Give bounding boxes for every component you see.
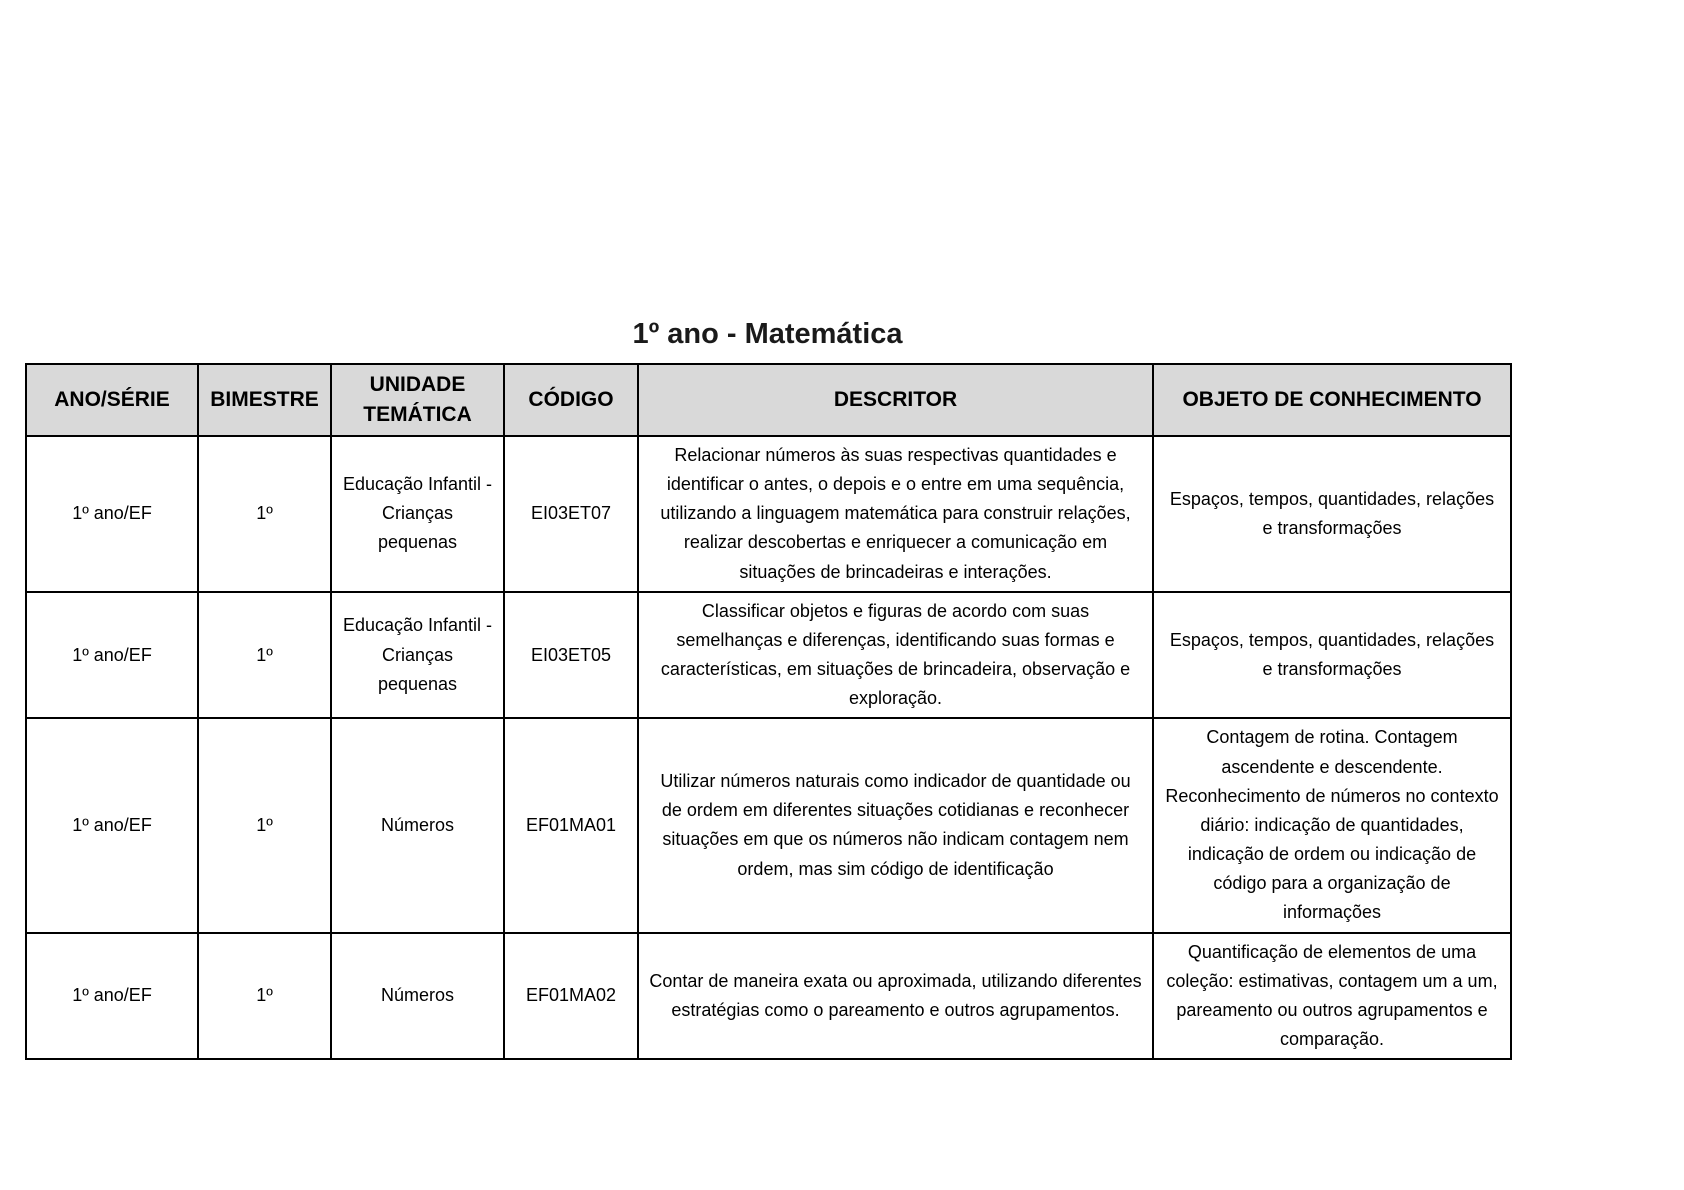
column-header-unidade-tematica: UNIDADE TEMÁTICA	[331, 364, 504, 436]
cell-codigo: EI03ET05	[504, 592, 638, 719]
cell-objeto-conhecimento: Contagem de rotina. Contagem ascendente e descendente. Reconhecimento de números no contexto diário: indicação de quantidades, indicação de ordem ou indicação de código para a organização de informações	[1153, 718, 1511, 932]
column-header-ano-serie: ANO/SÉRIE	[26, 364, 198, 436]
cell-ano-serie: 1º ano/EF	[26, 592, 198, 719]
curriculum-table	[25, 363, 1512, 1060]
cell-descritor: Relacionar números às suas respectivas quantidades e identificar o antes, o depois e o entre em uma sequência, utilizando a linguagem matemática para construir relações, realizar descobertas e enriquecer a comunicação em situações de brincadeiras e interações.	[638, 436, 1153, 592]
table-header	[26, 364, 1511, 436]
column-header-descritor: DESCRITOR	[638, 364, 1153, 436]
cell-objeto-conhecimento: Espaços, tempos, quantidades, relações e transformações	[1153, 436, 1511, 592]
cell-bimestre: 1º	[198, 718, 331, 932]
cell-codigo: EF01MA01	[504, 718, 638, 932]
table-row	[26, 592, 1511, 719]
cell-descritor: Utilizar números naturais como indicador de quantidade ou de ordem em diferentes situações cotidianas e reconhecer situações em que os números não indicam contagem nem ordem, mas sim código de identificação	[638, 718, 1153, 932]
cell-bimestre: 1º	[198, 436, 331, 592]
cell-ano-serie: 1º ano/EF	[26, 436, 198, 592]
cell-unidade-tematica: Números	[331, 933, 504, 1060]
header-row	[26, 364, 1511, 436]
cell-descritor: Classificar objetos e figuras de acordo com suas semelhanças e diferenças, identificando suas formas e características, em situações de brincadeira, observação e exploração.	[638, 592, 1153, 719]
column-header-objeto-conhecimento: OBJETO DE CONHECIMENTO	[1153, 364, 1511, 436]
cell-unidade-tematica: Educação Infantil - Crianças pequenas	[331, 592, 504, 719]
cell-objeto-conhecimento: Espaços, tempos, quantidades, relações e transformações	[1153, 592, 1511, 719]
table-row	[26, 718, 1511, 932]
column-header-bimestre: BIMESTRE	[198, 364, 331, 436]
cell-bimestre: 1º	[198, 592, 331, 719]
cell-bimestre: 1º	[198, 933, 331, 1060]
cell-codigo: EI03ET07	[504, 436, 638, 592]
table-row	[26, 436, 1511, 592]
cell-unidade-tematica: Educação Infantil - Crianças pequenas	[331, 436, 504, 592]
cell-descritor: Contar de maneira exata ou aproximada, utilizando diferentes estratégias como o pareamento e outros agrupamentos.	[638, 933, 1153, 1060]
page-title: 1º ano - Matemática	[632, 318, 903, 350]
cell-ano-serie: 1º ano/EF	[26, 718, 198, 932]
column-header-codigo: CÓDIGO	[504, 364, 638, 436]
cell-unidade-tematica: Números	[331, 718, 504, 932]
table-body	[26, 436, 1511, 1059]
table-row	[26, 933, 1511, 1060]
cell-ano-serie: 1º ano/EF	[26, 933, 198, 1060]
cell-objeto-conhecimento: Quantificação de elementos de uma coleção: estimativas, contagem um a um, pareamento ou outros agrupamentos e comparação.	[1153, 933, 1511, 1060]
cell-codigo: EF01MA02	[504, 933, 638, 1060]
